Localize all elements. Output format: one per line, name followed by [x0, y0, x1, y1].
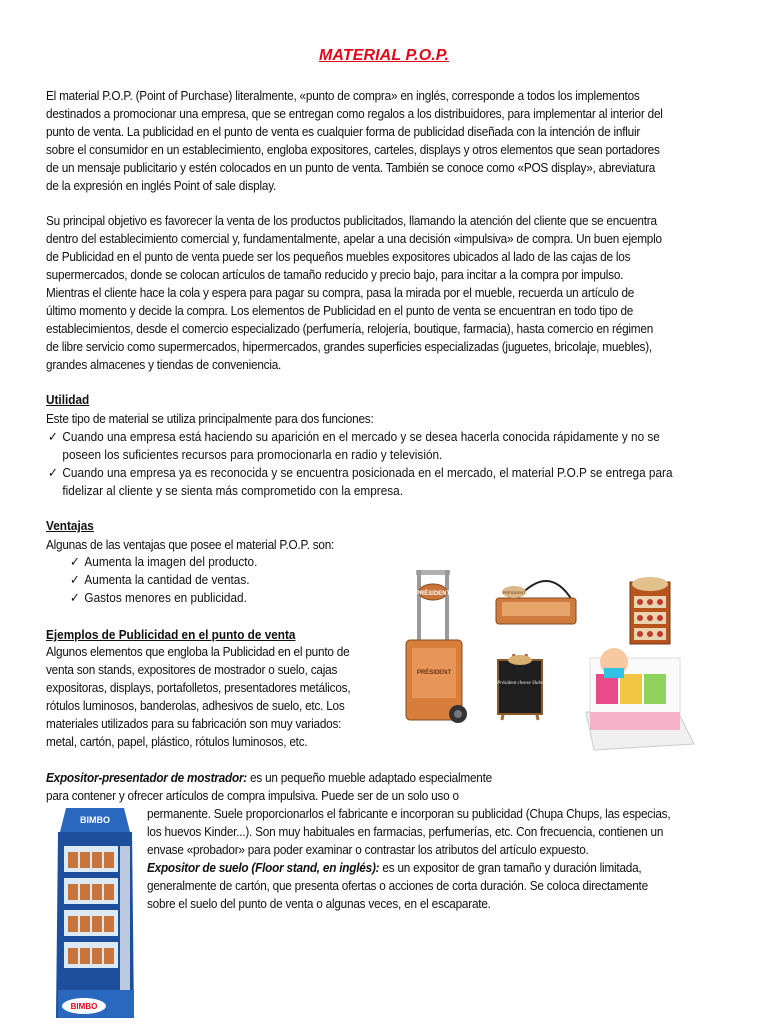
text-line: Mientras el cliente hace la cola y espera para pagar su compra, pasa la mirada por el mueble, recuerda un artículo de [46, 285, 635, 300]
text-line: para contener y ofrecer artículos de compra impulsiva. Puede ser de un solo uso o [46, 788, 459, 803]
list-item: Aumenta la imagen del producto. [84, 554, 258, 569]
text-line: fidelizar al cliente y se sienta más comprometido con la empresa. [62, 483, 403, 498]
checkmark-icon: ✓ [70, 554, 80, 569]
text-line: poseen los suficientes recursos para promocionarla en radio y televisión. [62, 447, 443, 462]
text-line: de la expresión en inglés Point of sale display. [46, 178, 277, 193]
rolling-cart-display [406, 570, 467, 723]
text-line: expositoras, displays, portafolletos, presentadores metálicos, [46, 680, 351, 695]
ejemplos-paragraph [46, 643, 379, 751]
brand-logo-text: BIMBO [80, 815, 110, 825]
brand-logo-text: PRÉSIDENT [415, 591, 451, 597]
text-line: generalmente de cartón, que presenta ofertas o acciones de corta duración. Se coloca directamente [147, 878, 648, 893]
brand-logo-text: BIMBO [70, 1002, 98, 1011]
chalk-text: Président cheese Slabs [497, 681, 543, 686]
expositor-paragraph-cont [147, 805, 768, 913]
checkmark-icon: ✓ [48, 465, 58, 480]
text-line: Su principal objetivo es favorecer la venta de los productos publicitados, llamando la atención del cliente que se encuentra [46, 213, 657, 228]
list-item: Aumenta la cantidad de ventas. [84, 572, 250, 587]
checkmark-icon: ✓ [70, 590, 80, 605]
brand-logo-text: PRÉSIDENT [416, 670, 452, 676]
text-line: materiales utilizados para su fabricación son muy variados: [46, 716, 342, 731]
text-line [46, 769, 735, 787]
term-label: Expositor-presentador de mostrador: [46, 770, 248, 785]
text-line: envase «probador» para poder examinar o contrastar los atributos del artículo expuesto. [147, 842, 589, 857]
text-line: los huevos Kinder...). Son muy habituales en farmacias, perfumerías, etc. Con frecuencia, contienen un [147, 824, 664, 839]
bimbo-floor-stand [48, 806, 142, 1020]
term-label: Expositor de suelo (Floor stand, en inglés): [147, 860, 380, 875]
text-line: punto de venta. La publicidad en el punto de venta es cualquier forma de publicidad diseñada con la intención de influir [46, 124, 641, 139]
text-line: Este tipo de material se utiliza principalmente para dos funciones: [46, 411, 374, 426]
text-line: metal, cartón, papel, plástico, rótulos luminosos, etc. [46, 734, 308, 749]
checkmark-icon: ✓ [70, 572, 80, 587]
utilidad-item-1 [48, 428, 660, 464]
utilidad-heading: Utilidad [46, 392, 90, 407]
brand-logo-text: PRÉSIDENT [502, 590, 526, 595]
text-line: Cuando una empresa ya es reconocida y se encuentra posicionada en el mercado, el material P.O.P se entrega para [62, 465, 673, 480]
text-line: de un mensaje publicitario y estén colocados en un punto de venta. También se conoce como «POS display», abreviatura [46, 160, 656, 175]
chalkboard-sign [496, 654, 543, 720]
text-line: Cuando una empresa está haciendo su aparición en el mercado y se desea hacerla conocida rápidamente y no se [62, 429, 660, 444]
utilidad-intro [46, 410, 735, 428]
text-line: Algunas de las ventajas que posee el material P.O.P. son: [46, 537, 335, 552]
list-item: Gastos menores en publicidad. [84, 590, 247, 605]
ejemplos-heading: Ejemplos de Publicidad en el punto de venta [46, 627, 296, 642]
shelf-display [630, 577, 670, 644]
cosmetic-counter-display [586, 648, 694, 750]
ventajas-list [70, 553, 257, 607]
text-line: sobre el suelo del punto de venta o algunas veces, en el escaparate. [147, 896, 491, 911]
text-line: Algunos elementos que engloba la Publicidad en el punto de [46, 644, 350, 659]
text-line: de Publicidad en el punto de venta puede ser los pequeños muebles expositores ubicados al lado de las cajas de los [46, 249, 631, 264]
text-line: venta son stands, expositores de mostrador o suelo, cajas [46, 662, 338, 677]
text-line: dentro del establecimiento comercial y, fundamentalmente, apelar a una decisión «impulsiva» de compra. Un buen ejemplo [46, 231, 662, 246]
ventajas-heading: Ventajas [46, 518, 94, 533]
checkmark-icon: ✓ [48, 429, 58, 444]
text-line: supermercados, donde se colocan artículos de tamaño reducido y precio bajo, para incitar a la compra por impulso. [46, 267, 624, 282]
text-line: destinados a promocionar una empresa, que se entregan como regalos a los distribuidores, para implementar al interior del [46, 106, 663, 121]
objective-paragraph [46, 212, 735, 374]
ventajas-intro [46, 536, 735, 554]
text-line [147, 859, 768, 877]
page-title: MATERIAL P.O.P. [318, 47, 450, 64]
text-line: rótulos luminosos, banderolas, adhesivos de suelo, etc. Los [46, 698, 345, 713]
expositor-paragraph [46, 769, 735, 805]
tray-display [496, 581, 576, 624]
text-span: es un pequeño mueble adaptado especialmente [247, 770, 492, 785]
pop-examples-collage [398, 562, 736, 767]
text-line: establecimientos, desde el comercio especializado (perfumería, relojería, boutique, farmacia), hasta comercio en régimen [46, 321, 654, 336]
intro-paragraph [46, 87, 735, 195]
text-line: de libre servicio como supermercados, hipermercados, grandes superficies especializadas (juguetes, bricolaje, muebles), [46, 339, 652, 354]
text-line: El material P.O.P. (Point of Purchase) literalmente, «punto de compra» en inglés, corresponde a todos los implementos [46, 88, 640, 103]
text-line: sobre el consumidor en un establecimiento, engloba expositores, carteles, displays y otros elementos que sean portadores [46, 142, 660, 157]
text-line: permanente. Suele proporcionarlos el fabricante e incorporan su publicidad (Chupa Chups, las especias, [147, 806, 671, 821]
text-line: grandes almacenes y tiendas de conveniencia. [46, 357, 282, 372]
text-span: es un expositor de gran tamaño y duración limitada, [379, 860, 642, 875]
utilidad-item-2 [48, 464, 673, 500]
text-line: último momento y decide la compra. Los elementos de Publicidad en el punto de venta se encuentran en todo tipo de [46, 303, 634, 318]
